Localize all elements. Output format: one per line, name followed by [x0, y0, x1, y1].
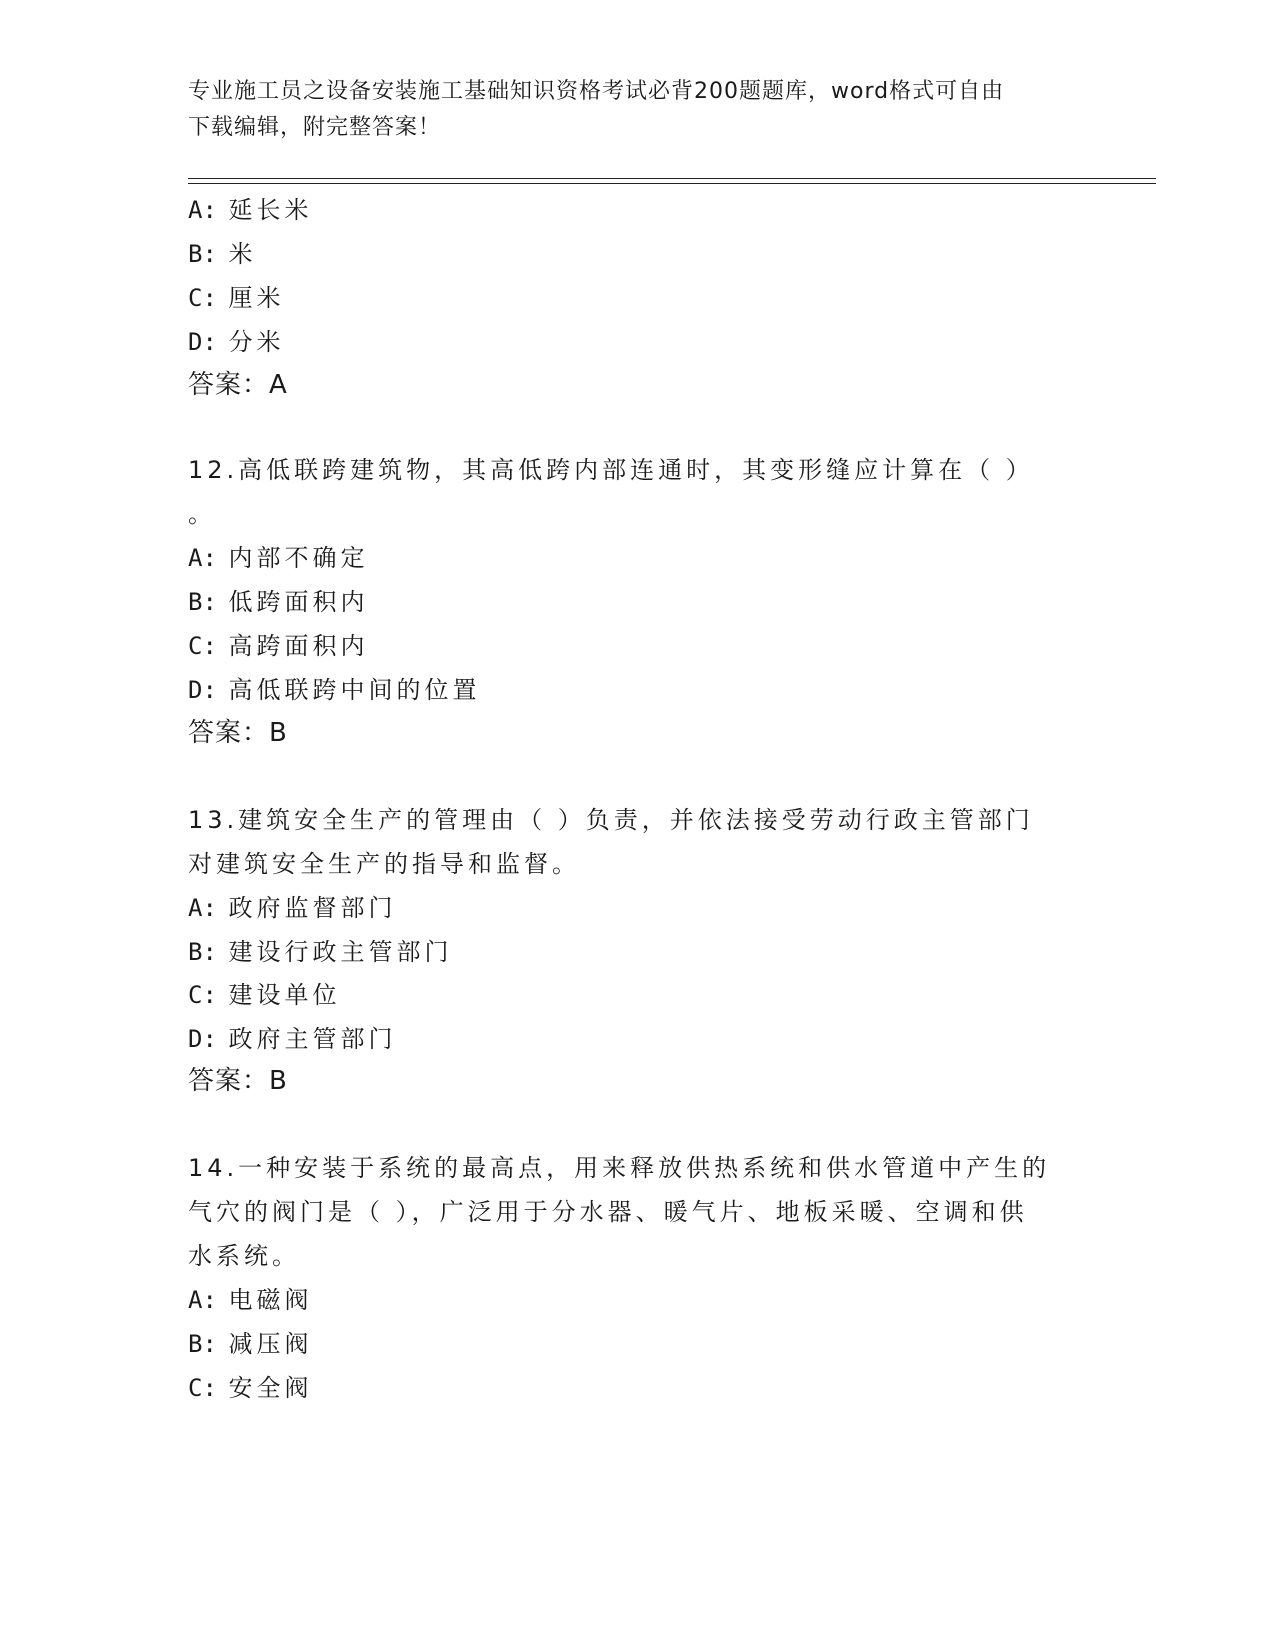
option-text: 高低联跨中间的位置 [228, 676, 481, 704]
option-text: 低跨面积内 [228, 588, 369, 616]
q14-option-c [188, 1368, 313, 1403]
q13-option-c [188, 975, 341, 1010]
option-text: 延长米 [228, 196, 313, 224]
q11-option-b [188, 234, 257, 269]
option-label: A: [188, 196, 217, 224]
document-header [188, 74, 1088, 146]
option-text: 政府监督部门 [228, 894, 397, 922]
option-text: 建设行政主管部门 [228, 938, 453, 966]
option-text: 分米 [228, 328, 285, 356]
option-label: C: [188, 284, 217, 312]
q11-option-d [188, 322, 285, 357]
q12-stem-line-1: 12.高低联跨建筑物，其高低跨内部连通时，其变形缝应计算在（ ） [188, 456, 1034, 484]
q14-stem-line-3: 水系统。 [188, 1242, 300, 1270]
q13-answer: 答案：B [188, 1066, 288, 1096]
header-line-2: 下载编辑，附完整答案！ [188, 115, 442, 140]
option-label: C: [188, 1374, 217, 1402]
option-text: 电磁阀 [228, 1286, 313, 1314]
q11-option-a [188, 190, 313, 225]
option-label: B: [188, 1330, 217, 1358]
option-label: A: [188, 894, 217, 922]
option-label: B: [188, 240, 217, 268]
option-text: 米 [228, 240, 257, 268]
q12-option-d [188, 670, 481, 705]
option-text: 建设单位 [228, 981, 341, 1009]
header-line-1: 专业施工员之设备安装施工基础知识资格考试必背200题题库，word格式可自由 [188, 79, 1005, 104]
q14-stem-line-2: 气穴的阀门是（ ），广泛用于分水器、暖气片、地板采暖、空调和供 [188, 1198, 1028, 1226]
q11-option-c [188, 278, 285, 313]
header-divider-top [188, 178, 1156, 179]
q14-option-a [188, 1280, 313, 1315]
option-label: C: [188, 632, 217, 660]
q14-option-b [188, 1324, 313, 1359]
q11-answer: 答案：A [188, 370, 288, 400]
option-text: 政府主管部门 [228, 1025, 397, 1053]
option-label: D: [188, 676, 217, 704]
q12-option-a [188, 538, 369, 573]
option-text: 减压阀 [228, 1330, 313, 1358]
q13-option-d [188, 1019, 397, 1054]
q12-option-c [188, 626, 369, 661]
option-label: D: [188, 328, 217, 356]
option-label: C: [188, 981, 217, 1009]
q12-answer: 答案：B [188, 718, 288, 748]
option-label: A: [188, 544, 217, 572]
q13-stem-line-2: 对建筑安全生产的指导和监督。 [188, 850, 580, 878]
option-text: 安全阀 [228, 1374, 313, 1402]
option-text: 厘米 [228, 284, 285, 312]
q12-option-b [188, 582, 369, 617]
option-label: B: [188, 588, 217, 616]
q13-stem-line-1: 13.建筑安全生产的管理由（ ）负责，并依法接受劳动行政主管部门 [188, 806, 1034, 834]
q13-option-a [188, 888, 397, 923]
option-text: 内部不确定 [228, 544, 369, 572]
q12-stem-line-2: 。 [188, 500, 216, 528]
option-label: D: [188, 1025, 217, 1053]
option-label: A: [188, 1286, 217, 1314]
q13-option-b [188, 932, 453, 967]
option-label: B: [188, 938, 217, 966]
option-text: 高跨面积内 [228, 632, 369, 660]
q14-stem-line-1: 14.一种安装于系统的最高点，用来释放供热系统和供水管道中产生的 [188, 1154, 1051, 1182]
header-divider-bottom [188, 183, 1156, 184]
